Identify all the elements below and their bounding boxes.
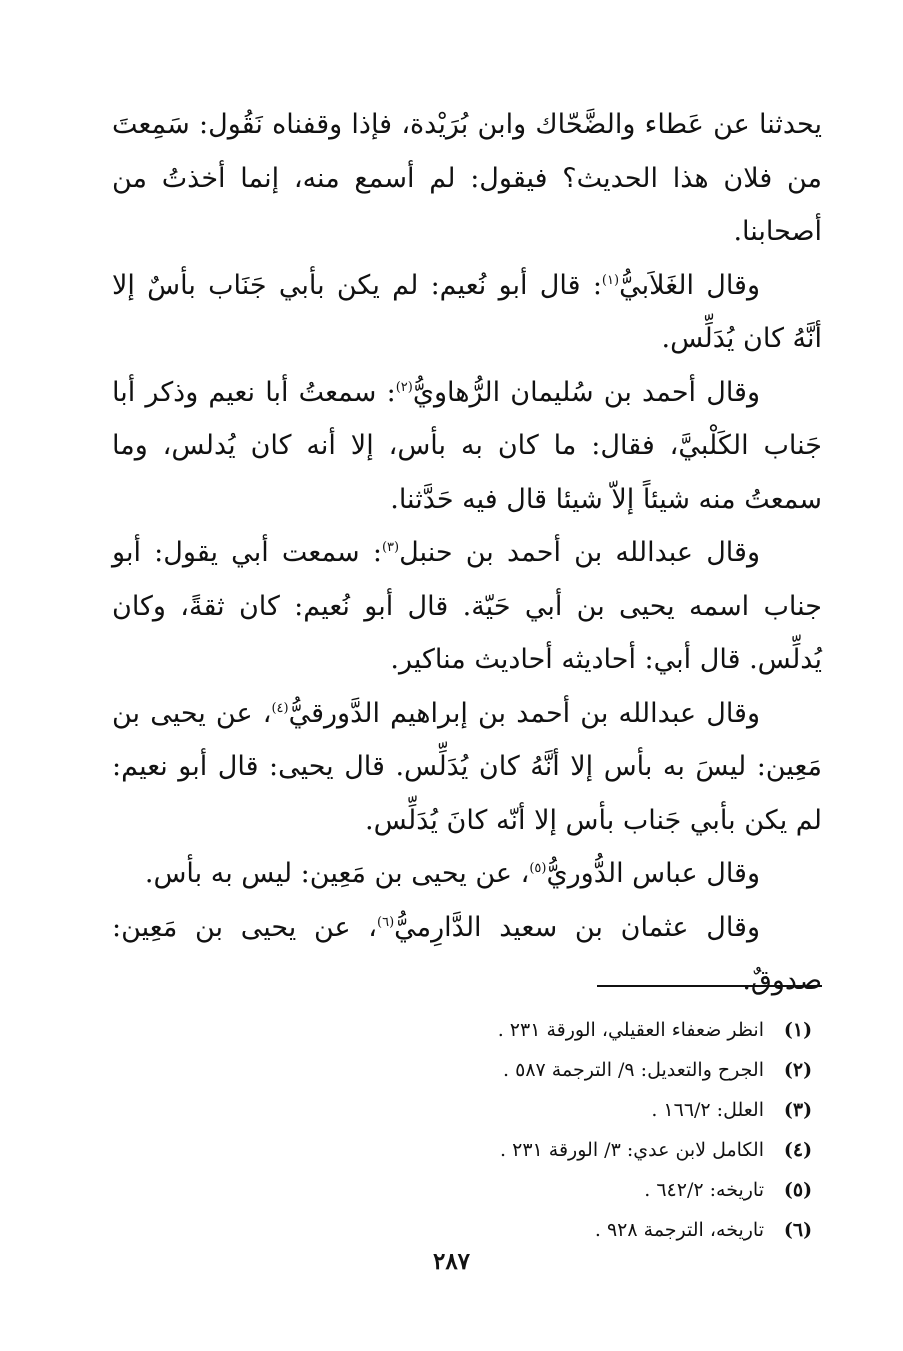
paragraph-text: : سمعت أبي يقول: أبو جناب اسمه يحيى بن أبي حَيّة. قال أبو نُعيم: كان ثقةً، وكان يُدلِّس. قال أبي: أحاديثه أحاديث مناكير. bbox=[112, 537, 822, 675]
footnote-marker: (٤) bbox=[271, 700, 289, 716]
footnote-number: (٢) bbox=[783, 1059, 813, 1081]
footnote-number: (٣) bbox=[783, 1099, 813, 1121]
footnote-item bbox=[112, 1050, 822, 1090]
paragraph bbox=[112, 687, 822, 848]
paragraph-text: : سمعتُ أبا نعيم وذكر أبا جَناب الكَلْبيَّ، فقال: ما كان به بأس، إلا أنه كان يُدلس، وما سمعتُ منه شيئاً إلاّ شيئا قال فيه حَدَّثنا. bbox=[112, 376, 822, 515]
paragraph-text: وقال عبدالله بن أحمد بن حنبل bbox=[399, 537, 760, 568]
footnote-item bbox=[112, 1090, 822, 1130]
footnote-text: العلل: ١٦٦/٢ . bbox=[651, 1099, 764, 1121]
paragraph-text: يحدثنا عن عَطاء والضَّحّاك وابن بُرَيْدة، فإذا وقفناه نَقُول: سَمِعتَ من فلان هذا الحديث؟ فيقول: لم أسمع منه، إنما أخذتُ من أصحابنا. bbox=[112, 109, 822, 247]
paragraph-text: وقال عبدالله بن أحمد بن إبراهيم الدَّورقيُّ bbox=[288, 697, 760, 729]
footnote-text: الكامل لابن عدي: ٣/ الورقة ٢٣١ . bbox=[500, 1139, 764, 1161]
main-text bbox=[112, 98, 822, 1008]
footnote-item bbox=[112, 1130, 822, 1170]
paragraph-text: ، عن يحيى بن مَعِين: صدوقٌ. bbox=[112, 911, 822, 996]
footnote-number: (٦) bbox=[783, 1219, 813, 1241]
footnote-item bbox=[112, 1170, 822, 1210]
paragraph bbox=[112, 259, 822, 366]
paragraph bbox=[112, 526, 822, 687]
paragraph bbox=[112, 847, 822, 901]
footnote-separator bbox=[597, 985, 822, 987]
footnote-text: تاريخه: ٦٤٢/٢ . bbox=[644, 1179, 764, 1201]
footnote-marker: (١) bbox=[601, 272, 620, 288]
footnote-text: تاريخه، الترجمة ٩٢٨ . bbox=[594, 1219, 764, 1241]
paragraph bbox=[112, 366, 822, 527]
footnote-item bbox=[112, 1010, 822, 1050]
footnote-item bbox=[112, 1210, 822, 1250]
paragraph bbox=[112, 98, 822, 259]
paragraph bbox=[112, 901, 822, 1008]
footnote-text: الجرح والتعديل: ٩/ الترجمة ٥٨٧ . bbox=[503, 1059, 764, 1081]
paragraph-text: وقال عثمان بن سعيد الدَّارِميُّ bbox=[394, 911, 760, 943]
footnote-text: انظر ضعفاء العقيلي، الورقة ٢٣١ . bbox=[497, 1019, 764, 1041]
paragraph-text: : قال أبو نُعيم: لم يكن بأبي جَنَاب بأسٌ إلا أنَّهُ كان يُدَلِّس. bbox=[112, 269, 822, 354]
footnote-marker: (٦) bbox=[377, 914, 395, 930]
footnote-marker: (٥) bbox=[529, 861, 547, 876]
footnote-marker: (٣) bbox=[381, 540, 400, 555]
footnote-marker: (٢) bbox=[395, 379, 413, 395]
footnote-number: (١) bbox=[783, 1019, 813, 1041]
footnotes-list bbox=[112, 1010, 822, 1250]
paragraph-text: وقال الغَلاَبيُّ bbox=[619, 269, 760, 301]
paragraph-text: ، عن يحيى بن مَعِين: ليس به بأس. bbox=[144, 858, 530, 889]
page-number: ٢٨٧ bbox=[432, 1248, 471, 1275]
paragraph-text: وقال عباس الدُّوريُّ bbox=[546, 858, 760, 889]
paragraph-text: وقال أحمد بن سُليمان الرُّهاويُّ bbox=[412, 376, 760, 408]
footnote-number: (٥) bbox=[783, 1179, 813, 1201]
footnote-number: (٤) bbox=[783, 1139, 813, 1161]
paragraph-text: ، عن يحيى بن مَعِين: ليسَ به بأس إلا أنَّهُ كان يُدَلِّس. قال يحيى: قال أبو نعيم: لم يكن بأبي جَناب بأس إلا أنّه كانَ يُدَلِّس. bbox=[112, 697, 822, 836]
